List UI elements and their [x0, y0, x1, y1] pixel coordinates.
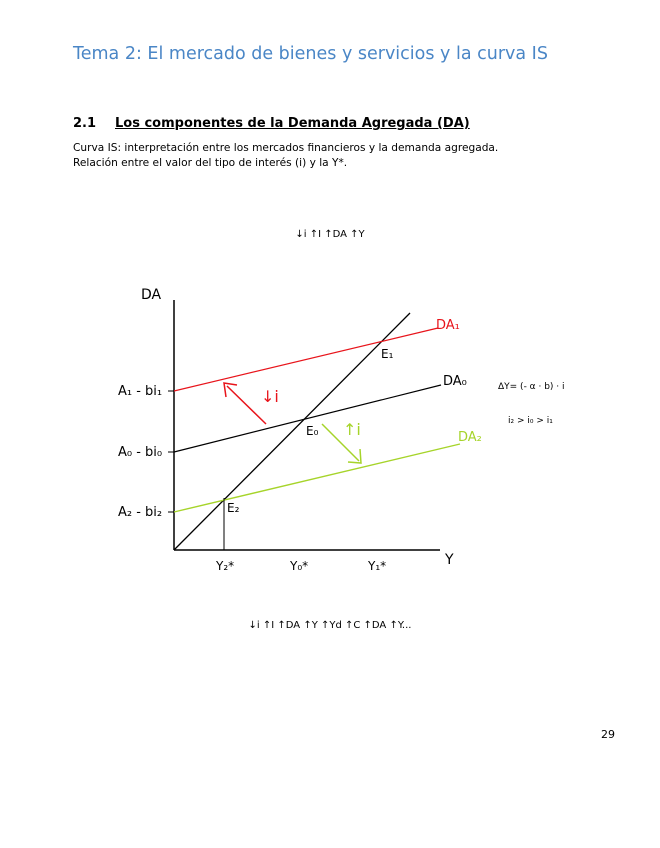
causal-chain-top: ↓i ↑I ↑DA ↑Y — [295, 229, 365, 240]
da1-line — [174, 328, 438, 391]
forty-five-degree-line — [174, 313, 410, 550]
intercept-label-1: A₁ - bi₁ — [118, 384, 163, 399]
paragraph-line-1: Curva IS: interpretación entre los mercados financieros y la demanda agregada. — [73, 142, 499, 154]
paragraph-line-2: Relación entre el valor del tipo de interés (i) y la Y*. — [73, 157, 348, 169]
da2-line — [174, 444, 460, 512]
side-relation: i₂ > i₀ > i₁ — [508, 416, 553, 426]
x-tick-y1: Y₁* — [368, 559, 387, 573]
section-number: 2.1 — [73, 116, 97, 131]
page-title: Tema 2: El mercado de bienes y servicios y la curva IS — [73, 44, 548, 64]
point-e2: E₂ — [227, 501, 240, 515]
da2-label: DA₂ — [458, 430, 482, 445]
page-number: 29 — [601, 728, 615, 741]
da0-line — [174, 385, 441, 452]
y-axis-label: DA — [141, 287, 162, 303]
side-formula: ΔY= (- α · b) · i — [498, 382, 565, 392]
causal-chain-bottom: ↓i ↑I ↑DA ↑Y ↑Yd ↑C ↑DA ↑Y... — [248, 620, 412, 631]
x-tick-y2: Y₂* — [216, 559, 235, 573]
da0-label: DA₀ — [443, 374, 467, 389]
x-tick-y0: Y₀* — [290, 559, 309, 573]
da1-label: DA₁ — [436, 318, 460, 333]
intercept-label-2: A₂ - bi₂ — [118, 505, 163, 520]
shift-up-label: ↓i — [261, 387, 279, 406]
x-axis-label: Y — [445, 552, 454, 568]
shift-down-label: ↑i — [343, 420, 361, 439]
point-e1: E₁ — [381, 347, 394, 361]
point-e0: E₀ — [306, 424, 319, 438]
intercept-label-0: A₀ - bi₀ — [118, 445, 163, 460]
section-title: Los componentes de la Demanda Agregada (DA) — [115, 116, 470, 131]
